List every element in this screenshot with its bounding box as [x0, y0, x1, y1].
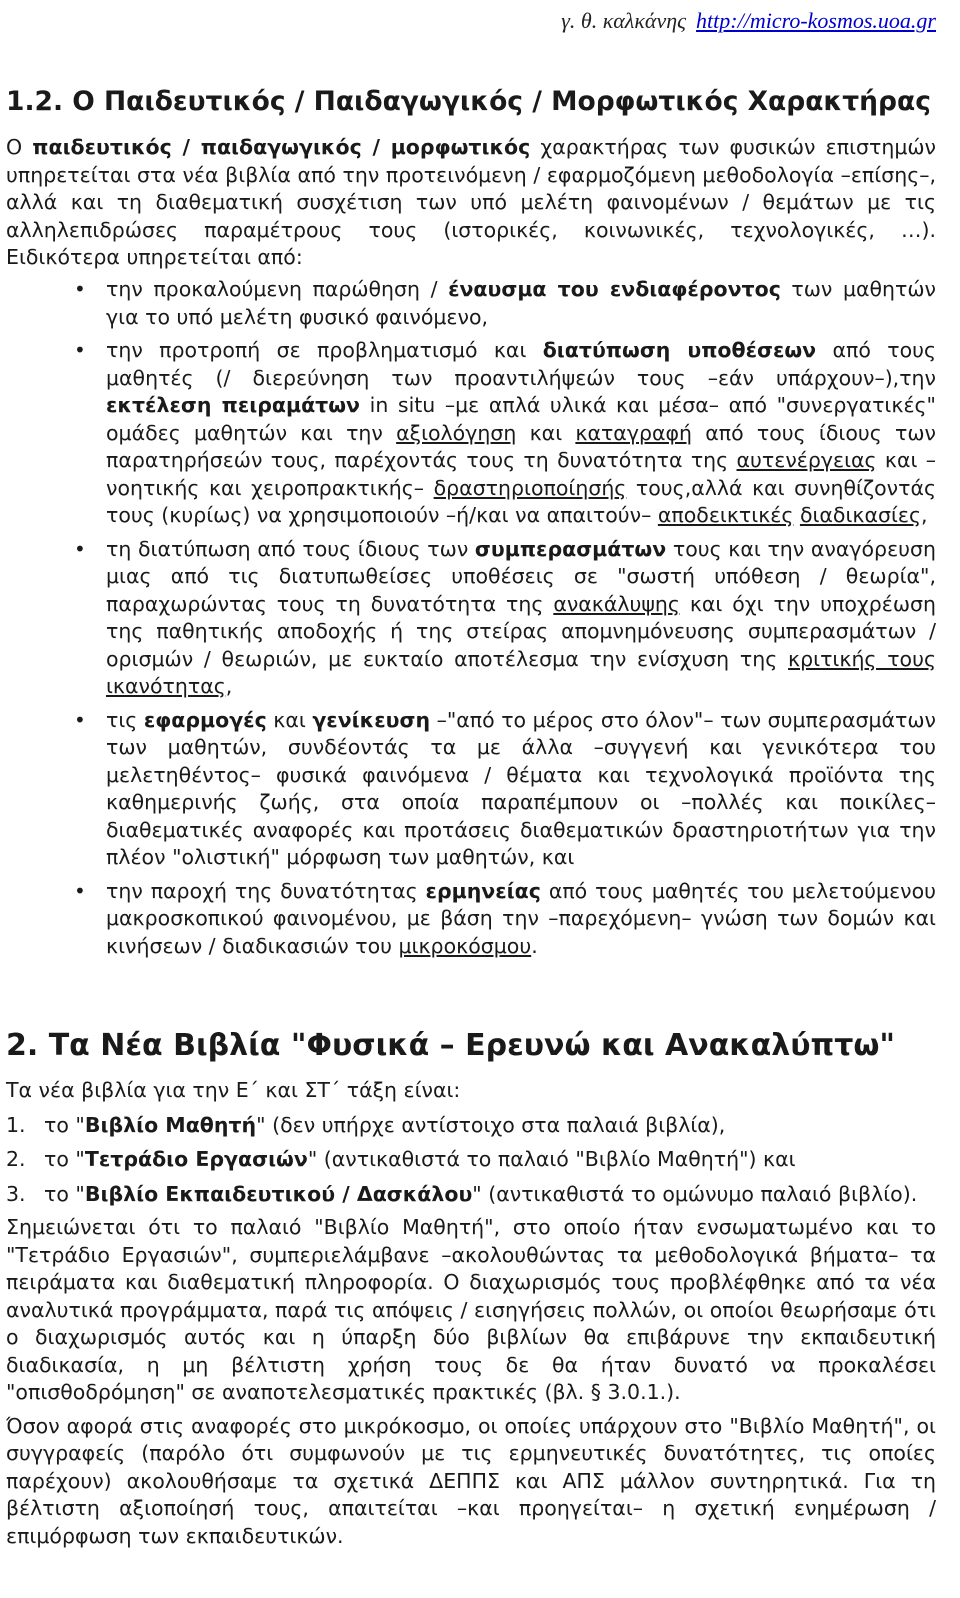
- bullet-list: [6, 276, 936, 960]
- section-1-2-heading: 1.2. Ο Παιδευτικός / Παιδαγωγικός / Μορφωτικός Χαρακτήρας: [6, 86, 931, 117]
- list-item: • την παροχή της δυνατότητας ερμηνείας από τους μαθητές του μελετούμενου μακροσκοπικού φαινομένου, με βάση την –παρεχόμενη– γνώση των δομών και κινήσεων / διαδικασιών του μικροκόσμου.: [6, 878, 936, 961]
- section-2-body: [6, 1077, 936, 1550]
- paragraph: Σημειώνεται ότι το παλαιό "Βιβλίο Μαθητή", στο οποίο ήταν ενσωματωμένο και το "Τετράδιο Εργασιών", συμπεριελάμβανε –ακολουθώντας τα μεθοδολογικά βήματα– τα πειράματα και διαθεματική πληροφορία. Ο διαχωρισμός τους προβλέφθηκε από τα νέα αναλυτικά προγράμματα, παρά τις απόψεις / εισηγήσεις πολλών, οι οποίοι θεωρήσαμε ότι ο διαχωρισμός αυτός και η ύπαρξη δύο βιβλίων θα επιβάρυνε την εκπαιδευτική διαδικασία, η μη βέλτιστη χρήση τους δε θα ήταν δυνατό να προκαλέσει "οπισθοδρόμηση" σε αναποτελεσματικές πρακτικές (βλ. § 3.0.1.).: [6, 1215, 936, 1404]
- list-item: • τη διατύπωση από τους ίδιους των συμπερασμάτων τους και την αναγόρευση μιας από τις διατυπωθείσες υποθέσεις σε "σωστή υπόθεση / θεωρία", παραχωρώντας τους τη δυνατότητα της ανακάλυψης και όχι την υποχρέωση της παθητικής αποδοχής ή της στείρας απομνημόνευσης συμπερασμάτων / ορισμών / θεωριών, με ευκταίο αποτέλεσμα την ενίσχυση της κριτικής τους ικανότητας,: [6, 536, 936, 701]
- site-link[interactable]: http://micro-kosmos.uoa.gr: [696, 8, 936, 33]
- section-2-intro: Τα νέα βιβλία για την Ε΄ και ΣΤ΄ τάξη είναι:: [6, 1078, 461, 1102]
- books-list: [6, 1112, 936, 1209]
- paragraph: Όσον αφορά στις αναφορές στο μικρόκοσμο, οι οποίες υπάρχουν στο "Βιβλίο Μαθητή", οι συγγραφείς (παρόλο ότι συμφωνούν με τις ερμηνευτικές δυνατότητες, τις οποίες παρέχουν) ακολουθήσαμε τα σχετικά ΔΕΠΠΣ και ΑΠΣ μάλλον συντηρητικά. Για τη βέλτιστη αξιοποίησή τους, απαιτείται –και προηγείται– η σχετική ενημέρωση / επιμόρφωση των εκπαιδευτικών.: [6, 1413, 936, 1548]
- author-name: γ. θ. καλκάνης: [561, 8, 687, 33]
- list-item: • τις εφαρμογές και γενίκευση –"από το μέρος στο όλον"– των συμπερασμάτων των μαθητών, συνδέοντάς τα με άλλα –συγγενή και γενικότερα του μελετηθέντος– φυσικά φαινόμενα / θέματα και τεχνολογικά προϊόντα της καθημερινής ζωής, στα οποία παραπέμπουν οι –πολλές και ποικίλες– διαθεματικές αναφορές και προτάσεις διαθεματικών δραστηριοτήτων για την πλέον "ολιστική" μόρφωση των μαθητών, και: [6, 707, 936, 872]
- section-1-2-intro: Ο παιδευτικός / παιδαγωγικός / μορφωτικός χαρακτήρας των φυσικών επιστημών υπηρετείται στα νέα βιβλία από την προτεινόμενη / εφαρμοζόμενη μεθοδολογία –επίσης–, αλλά και τη διαθεματική συσχέτιση των υπό μελέτη φαινομένων / θεμάτων με τις αλληλεπιδρώσες παραμέτρους τους (ιστορικές, κοινωνικές, τεχνολογικές, …). Ειδικότερα υπηρετείται από:: [6, 135, 936, 269]
- list-item: 1. το "Βιβλίο Μαθητή" (δεν υπήρχε αντίστοιχο στα παλαιά βιβλία),: [6, 1112, 726, 1137]
- page-header: [561, 8, 936, 34]
- list-item: • την προτροπή σε προβληματισμό και διατύπωση υποθέσεων από τους μαθητές (/ διερεύνηση των προαντιλήψεών τους –εάν υπάρχουν–),την εκτέλεση πειραμάτων in situ –με απλά υλικά και μέσα– από "συνεργατικές" ομάδες μαθητών και την αξιολόγηση και καταγραφή από τους ίδιους των παρατηρήσεών τους, παρέχοντάς τους τη δυνατότητα της αυτενέργειας και –νοητικής και χειροπρακτικής– δραστηριοποίησής τους,αλλά και συνηθίζοντάς τους (κυρίως) να χρησιμοποιούν –ή/και να απαιτούν– αποδεικτικές διαδικασίες,: [6, 337, 936, 530]
- bold-term: παιδευτικός / παιδαγωγικός / μορφωτικός: [32, 135, 531, 159]
- list-item: 3. το "Βιβλίο Εκπαιδευτικού / Δασκάλου" (αντικαθιστά το ομώνυμο παλαιό βιβλίο).: [6, 1181, 918, 1206]
- list-item: • την προκαλούμενη παρώθηση / έναυσμα του ενδιαφέροντος των μαθητών για το υπό μελέτη φυσικό φαινόμενο,: [6, 276, 936, 331]
- section-2-heading: 2. Τα Νέα Βιβλία "Φυσικά – Ερευνώ και Ανακαλύπτω": [6, 1028, 896, 1063]
- list-item: 2. το "Τετράδιο Εργασιών" (αντικαθιστά το παλαιό "Βιβλίο Μαθητή") και: [6, 1147, 796, 1171]
